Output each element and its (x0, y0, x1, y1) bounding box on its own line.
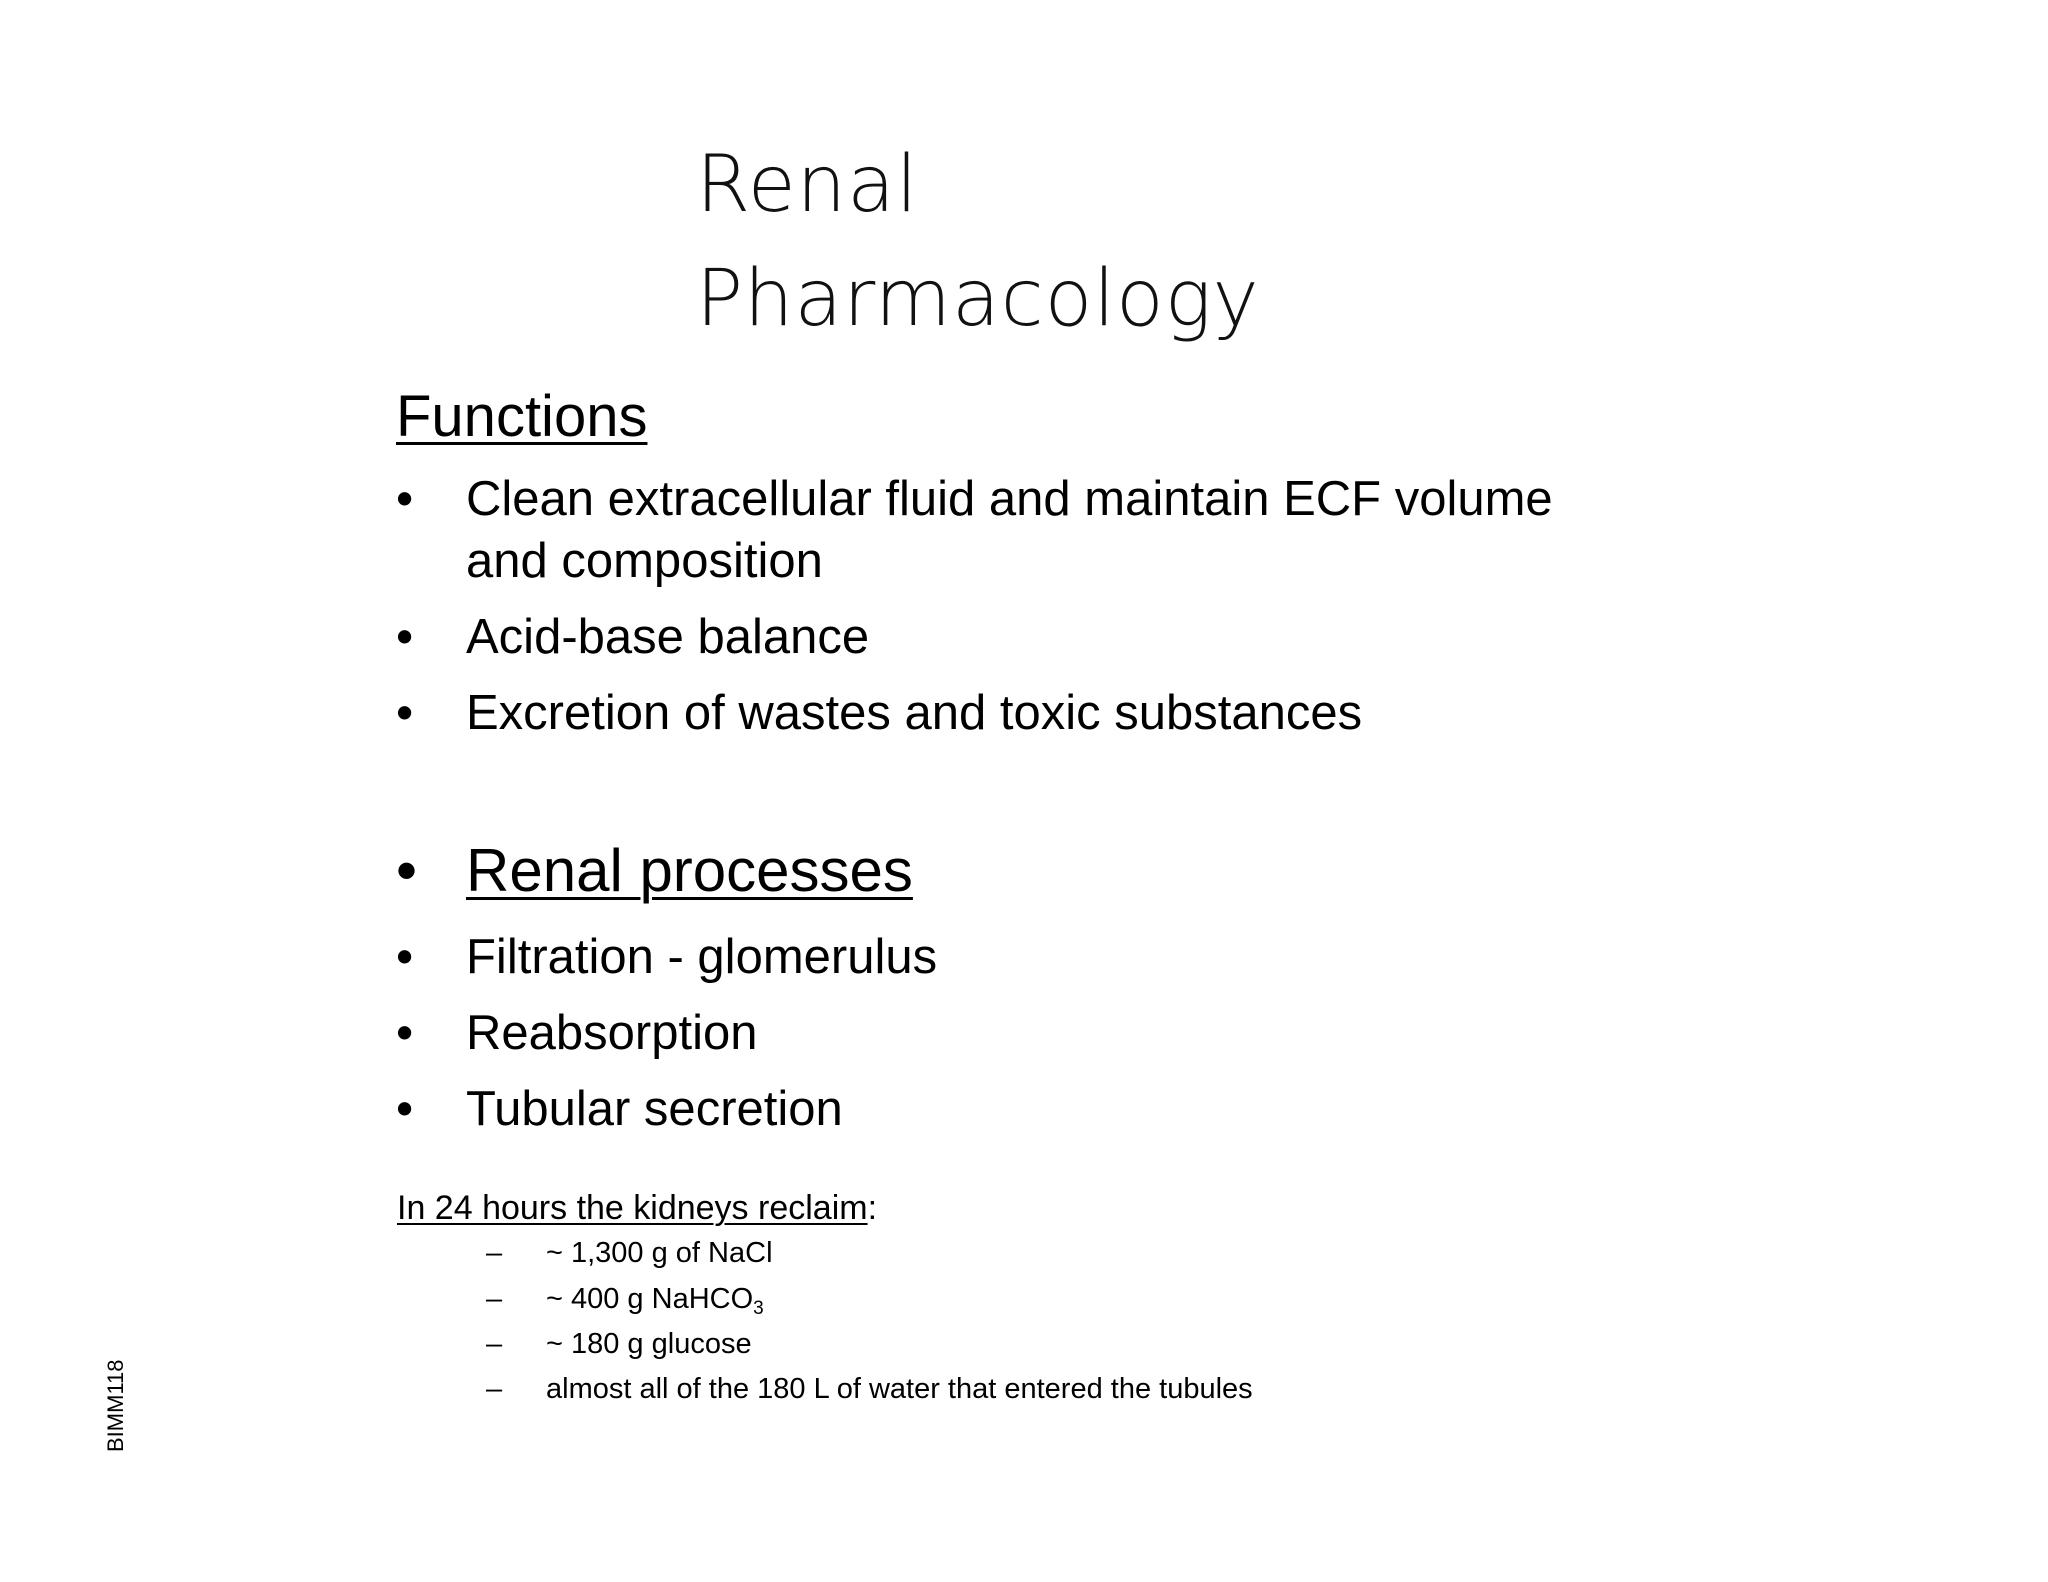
reclaim-heading-colon: : (867, 1189, 878, 1227)
functions-item-text (466, 468, 1553, 592)
processes-item-text: Filtration - glomerulus (466, 930, 938, 984)
reclaim-item-main: ~ 400 g NaHCO (546, 1283, 754, 1315)
dash-icon: – (486, 1237, 503, 1269)
reclaim-item-text: ~ 1,300 g of NaCl (546, 1237, 773, 1269)
slide-title-line-2: Pharmacology (696, 254, 1260, 344)
bullet-icon: • (396, 472, 414, 526)
reclaim-heading-text: In 24 hours the kidneys reclaim (397, 1189, 868, 1227)
reclaim-heading (397, 1188, 877, 1228)
functions-item-line: Clean extracellular fluid and maintain ECF volume (466, 472, 1553, 526)
reclaim-item-text: almost all of the 180 L of water that entered the tubules (546, 1373, 1253, 1405)
processes-heading: Renal processes (466, 837, 913, 904)
bullet-icon: • (396, 610, 414, 664)
bullet-icon: • (396, 837, 418, 904)
functions-heading: Functions (396, 384, 648, 449)
dash-icon: – (486, 1373, 503, 1405)
dash-icon: – (486, 1283, 503, 1315)
reclaim-item-subscript: 3 (753, 1298, 764, 1319)
functions-item-line: and composition (466, 534, 823, 588)
functions-item-text: Excretion of wastes and toxic substances (466, 686, 1363, 740)
bullet-icon: • (396, 930, 414, 984)
functions-item-text: Acid-base balance (466, 610, 870, 664)
reclaim-item-text (546, 1282, 764, 1319)
processes-item-text: Reabsorption (466, 1006, 758, 1060)
dash-icon: – (486, 1328, 503, 1360)
bullet-icon: • (396, 686, 414, 740)
bullet-icon: • (396, 1006, 414, 1060)
processes-item-text: Tubular secretion (466, 1082, 843, 1136)
reclaim-item-text: ~ 180 g glucose (546, 1328, 752, 1360)
slide-title (696, 128, 1260, 356)
slide-title-line-1: Renal (696, 140, 919, 230)
bullet-icon: • (396, 1082, 414, 1136)
course-code-label: BIMM118 (103, 1359, 128, 1452)
